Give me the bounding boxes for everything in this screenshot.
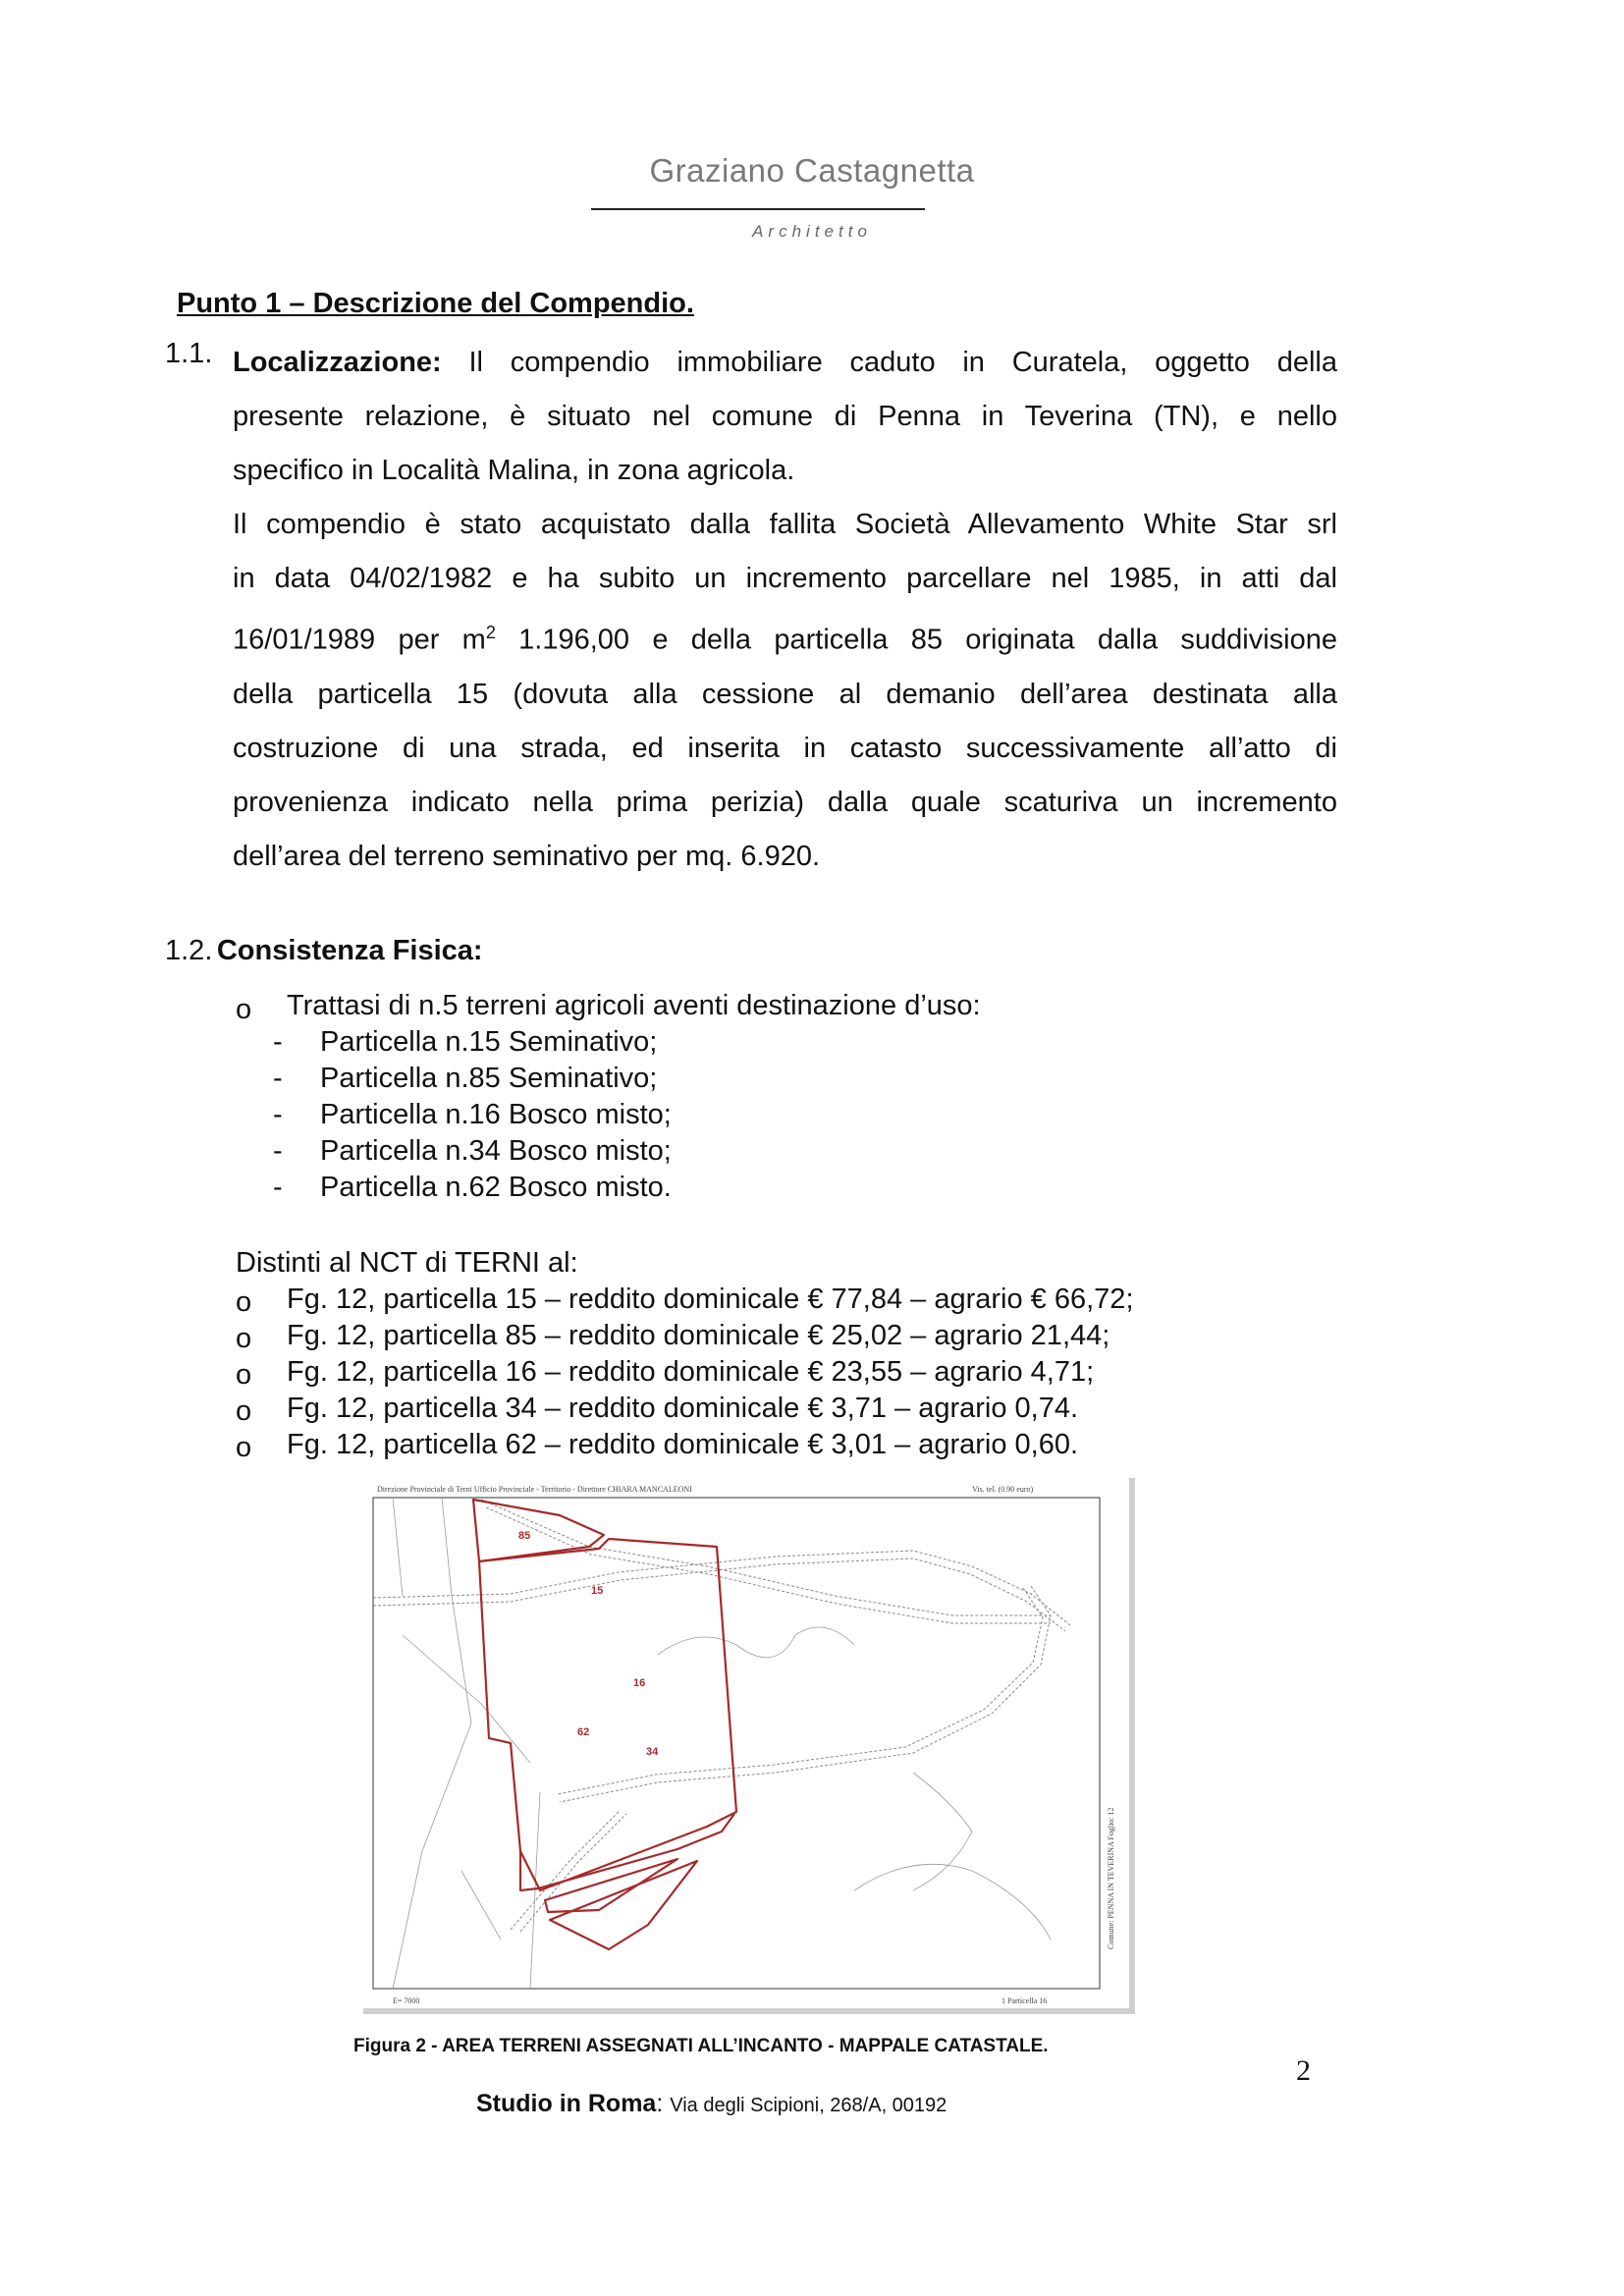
bullet-icon: o — [236, 1395, 252, 1427]
paragraph-line: presente relazione, è situato nel comune di Penna in Teverina (TN), e nello — [233, 401, 1337, 432]
cadastre-text: Fg. 12, particella 15 – reddito dominicale € 77,84 – agrario € 66,72; — [287, 1284, 1134, 1315]
page-footer — [476, 2090, 947, 2118]
cadastre-text: Fg. 12, particella 62 – reddito dominicale € 3,01 – agrario 0,60. — [287, 1429, 1079, 1460]
section-1-1-number — [165, 338, 212, 370]
bullet-icon: o — [236, 1323, 252, 1354]
parcel-label-15: 15 — [591, 1585, 604, 1597]
parcel-text: Particella n.15 Seminativo; — [320, 1026, 658, 1058]
footer-separator: : — [656, 2090, 671, 2117]
parcel-label-62: 62 — [577, 1726, 590, 1738]
dash-icon: - — [273, 1099, 283, 1130]
parcel-text: Particella n.34 Bosco misto; — [320, 1135, 672, 1167]
paragraph-line: costruzione di una strada, ed inserita in catasto successivamente all’atto di — [233, 732, 1337, 764]
distinti-text: Distinti al NCT di TERNI al: — [236, 1247, 578, 1279]
dash-icon: - — [273, 1026, 283, 1058]
dash-icon: - — [273, 1172, 283, 1203]
bullet-icon: o — [236, 1432, 252, 1463]
paragraph-text: Il compendio immobiliare caduto in Curatela, oggetto della — [468, 347, 1337, 378]
bullet-icon: o — [236, 1359, 252, 1391]
parcel-label-16: 16 — [633, 1677, 646, 1689]
map-header-right: Vis. tel. (0.90 euro) — [972, 1485, 1034, 1494]
paragraph-line — [233, 606, 1337, 668]
cadastre-text: Fg. 12, particella 85 – reddito dominicale € 25,02 – agrario 21,44; — [287, 1320, 1110, 1351]
paragraph-line: in data 04/02/1982 e ha subito un incremento parcellare nel 1985, in atti dal — [233, 563, 1337, 594]
map-footer-left: E= 7000 — [393, 1996, 420, 2005]
cadastral-map — [363, 1478, 1135, 2014]
superscript: 2 — [485, 623, 496, 642]
section-heading: Punto 1 – Descrizione del Compendio. — [177, 288, 694, 319]
parcel-label-34: 34 — [646, 1746, 659, 1758]
cadastre-text: Fg. 12, particella 16 – reddito dominicale € 23,55 – agrario 4,71; — [287, 1356, 1095, 1388]
dash-icon: - — [273, 1135, 283, 1167]
paragraph-line: Il compendio è stato acquistato dalla fallita Società Allevamento White Star srl — [233, 509, 1337, 540]
map-svg — [363, 1478, 1129, 2008]
figure-caption: Figura 2 - AREA TERRENI ASSEGNATI ALL’INCANTO - MAPPALE CATASTALE. — [353, 2036, 1049, 2056]
page-number: 2 — [1296, 2054, 1311, 2087]
footer-address: Via degli Scipioni, 268/A, 00192 — [670, 2095, 947, 2116]
map-border — [373, 1498, 1100, 1989]
letterhead-rule — [591, 208, 925, 210]
paragraph-line — [233, 336, 1337, 390]
letterhead-role: Architetto — [752, 222, 872, 241]
map-header-left: Direzione Provinciale di Terni Ufficio Provinciale - Territorio - Direttore CHIARA MANCALEONI — [377, 1485, 692, 1494]
section-number: 1.1. — [165, 338, 213, 369]
parcel-text: Particella n.16 Bosco misto; — [320, 1099, 672, 1130]
letterhead-name: Graziano Castagnetta — [649, 152, 975, 189]
map-side-text: Comune: PENNA IN TEVERINA Foglio: 12 — [1107, 1807, 1115, 1949]
section-number: 1.2. — [165, 935, 213, 966]
parcel-text: Particella n.85 Seminativo; — [320, 1063, 658, 1094]
paragraph-text: 1.196,00 e della particella 85 originata dalla suddivisione — [495, 624, 1337, 656]
section-1-1-body — [233, 336, 1337, 884]
intro-text: Trattasi di n.5 terreni agricoli aventi destinazione d’uso: — [287, 990, 981, 1021]
bullet-icon: o — [236, 1286, 252, 1318]
paragraph-line: provenienza indicato nella prima perizia) dalla quale scaturiva un incremento — [233, 786, 1337, 818]
footer-studio: Studio in Roma — [476, 2090, 657, 2117]
paragraph-line: specifico in Località Malina, in zona agricola. — [233, 455, 795, 486]
parcel-text: Particella n.62 Bosco misto. — [320, 1172, 672, 1203]
bullet-icon: o — [236, 994, 252, 1025]
dash-icon: - — [273, 1063, 283, 1094]
section-title: Localizzazione: — [233, 347, 442, 378]
section-1-2-title-row — [165, 935, 483, 967]
cadastre-text: Fg. 12, particella 34 – reddito dominicale € 3,71 – agrario 0,74. — [287, 1393, 1079, 1424]
section-title: Consistenza Fisica: — [216, 935, 483, 966]
paragraph-line: dell’area del terreno seminativo per mq. 6.920. — [233, 840, 821, 872]
paragraph-text: 16/01/1989 per m — [233, 624, 486, 656]
map-footer-right: 1 Particella 16 — [1001, 1996, 1048, 2005]
paragraph-line: della particella 15 (dovuta alla cessione al demanio dell’area destinata alla — [233, 678, 1337, 710]
parcel-label-85: 85 — [518, 1530, 531, 1542]
